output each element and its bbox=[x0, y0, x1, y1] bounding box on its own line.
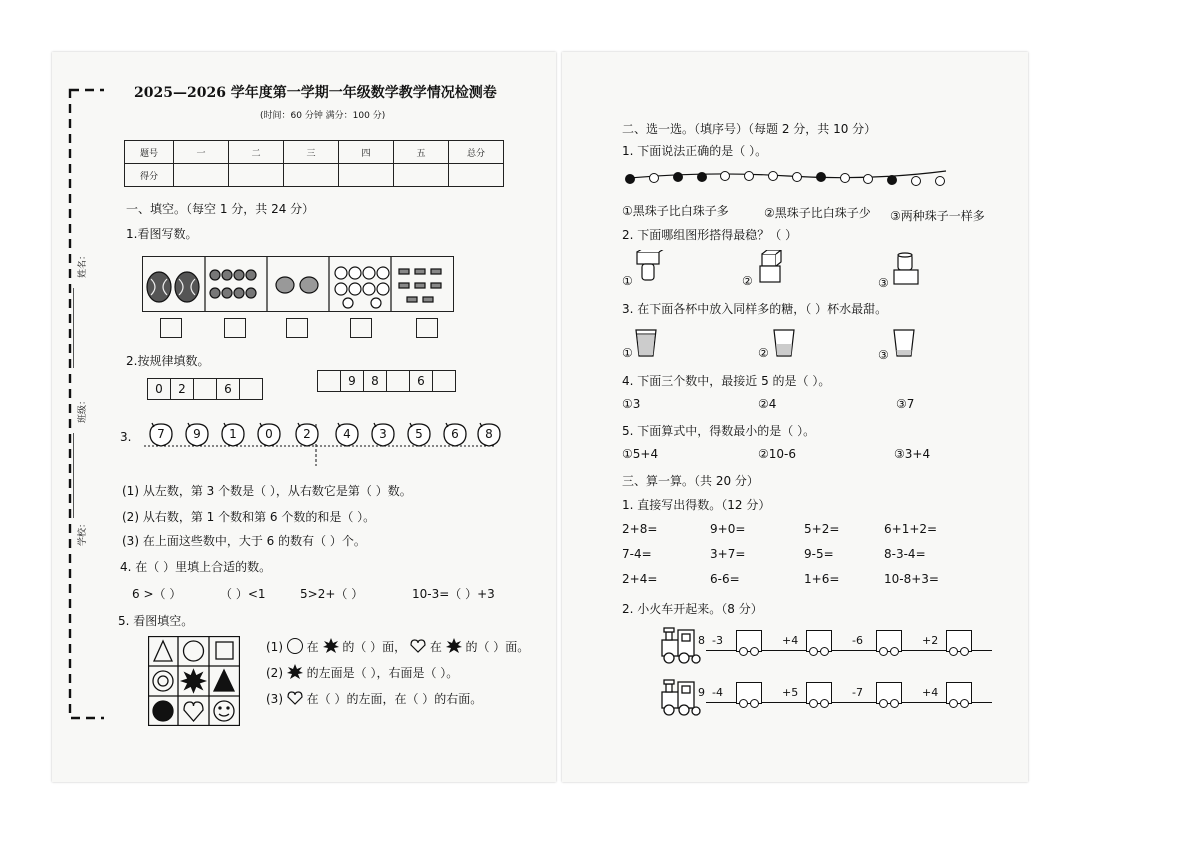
train-operation: +4 bbox=[782, 634, 799, 647]
seq-cell: 8 bbox=[363, 370, 387, 392]
number-leaf-value: 5 bbox=[415, 427, 423, 441]
seq-blank[interactable] bbox=[432, 370, 456, 392]
seq-blank[interactable] bbox=[386, 370, 410, 392]
score-header-cell: 总分 bbox=[449, 141, 504, 164]
q1-5a-text2: 的（ ）面， bbox=[342, 640, 407, 654]
number-leaf bbox=[148, 422, 172, 446]
bead-black bbox=[816, 172, 826, 182]
q1-3b-text: (2) 从右数，第 1 个数和第 6 个数的和是（ ）。 bbox=[122, 510, 376, 524]
score-blank-cell[interactable] bbox=[394, 164, 449, 187]
counting-pictures-art bbox=[143, 257, 453, 311]
train-start-number: 9 bbox=[698, 686, 705, 699]
exam-title: 2025—2026 学年度第一学期一年级数学教学情况检测卷 bbox=[134, 85, 497, 101]
answer-box[interactable] bbox=[160, 318, 182, 338]
q2-2-label: 2. 下面哪组图形搭得最稳？（ ） bbox=[622, 228, 798, 242]
answer-box[interactable] bbox=[286, 318, 308, 338]
q1-5b-text: 的左面是（ ），右面是（ ）。 bbox=[306, 666, 459, 680]
q1-3c-text: (3) 在上面这些数中，大于 6 的数有（ ）个。 bbox=[122, 534, 366, 548]
binding-strip bbox=[54, 88, 104, 720]
train-operation: +5 bbox=[782, 686, 799, 699]
train-wagon-answer[interactable] bbox=[946, 630, 972, 652]
train-operation: -4 bbox=[712, 686, 723, 699]
bead-white bbox=[840, 173, 850, 183]
wagon-wheel bbox=[750, 647, 759, 656]
cup-half-icon bbox=[772, 328, 796, 358]
q1-3a-text: (1) 从左数，第 3 个数是（ ），从右数它是第（ ）数。 bbox=[122, 484, 412, 498]
train-operation: +4 bbox=[922, 686, 939, 699]
left-exam-page bbox=[52, 52, 556, 782]
calc-item: 6+1+2= bbox=[884, 522, 938, 536]
wagon-wheel bbox=[960, 647, 969, 656]
calc-item: 9-5= bbox=[804, 547, 834, 561]
calc-item: 6-6= bbox=[710, 572, 740, 586]
wagon-wheel bbox=[820, 699, 829, 708]
calc-item: 10-8+3= bbox=[884, 572, 939, 586]
pattern-seq-1 bbox=[148, 378, 263, 400]
score-header-cell: 一 bbox=[174, 141, 229, 164]
q1-5b-num: (2) bbox=[266, 666, 283, 680]
number-leaf-value: 6 bbox=[451, 427, 459, 441]
answer-box[interactable] bbox=[416, 318, 438, 338]
wagon-wheel bbox=[750, 699, 759, 708]
bead-white bbox=[768, 171, 778, 181]
seq-cell: 0 bbox=[147, 378, 171, 400]
train-2 bbox=[660, 678, 1000, 718]
score-blank-cell[interactable] bbox=[339, 164, 394, 187]
q1-4-label: 4. 在（ ）里填上合适的数。 bbox=[120, 560, 272, 574]
number-leaf bbox=[220, 422, 244, 446]
q2-1-option: ③两种珠子一样多 bbox=[890, 209, 985, 223]
train-wagon-answer[interactable] bbox=[946, 682, 972, 704]
number-leaf bbox=[406, 422, 430, 446]
number-leaf bbox=[334, 422, 358, 446]
score-header-cell: 五 bbox=[394, 141, 449, 164]
number-leaf bbox=[370, 422, 394, 446]
seq-blank[interactable] bbox=[239, 378, 263, 400]
q2-5-option: ②10-6 bbox=[758, 447, 796, 461]
wagon-wheel bbox=[809, 647, 818, 656]
answer-box[interactable] bbox=[224, 318, 246, 338]
stack-cylinder-on-cube-icon bbox=[892, 252, 922, 286]
q1-4-item: （ ）<1 bbox=[220, 587, 266, 601]
q1-5a-row bbox=[266, 638, 529, 655]
wagon-wheel bbox=[879, 647, 888, 656]
train-wagon-answer[interactable] bbox=[876, 630, 902, 652]
q2-5-option: ③3+4 bbox=[894, 447, 931, 461]
q2-1-option: ②黑珠子比白珠子少 bbox=[764, 206, 871, 220]
stack-cube-on-cylinder-icon bbox=[634, 250, 664, 282]
calc-item: 8-3-4= bbox=[884, 547, 926, 561]
q1-3-label: 3. bbox=[120, 430, 132, 444]
score-header-cell: 三 bbox=[284, 141, 339, 164]
shape-grid-art bbox=[148, 636, 240, 726]
counting-pictures bbox=[142, 256, 454, 312]
wagon-wheel bbox=[809, 699, 818, 708]
train-wagon-answer[interactable] bbox=[736, 682, 762, 704]
school-label: 学校： bbox=[78, 518, 89, 547]
q1-2-label: 2.按规律填数。 bbox=[126, 354, 210, 368]
calc-item: 7-4= bbox=[622, 547, 652, 561]
circle-icon bbox=[287, 638, 303, 654]
bead-white bbox=[911, 176, 921, 186]
wagon-wheel bbox=[949, 699, 958, 708]
bead-white bbox=[792, 172, 802, 182]
score-table bbox=[124, 140, 504, 187]
q2-3-option: ① bbox=[622, 346, 633, 360]
calc-item: 3+7= bbox=[710, 547, 746, 561]
heart-icon bbox=[287, 691, 303, 705]
calc-item: 1+6= bbox=[804, 572, 840, 586]
bead-white bbox=[649, 173, 659, 183]
stack-cube-on-cube-icon bbox=[758, 250, 788, 284]
wagon-wheel bbox=[739, 699, 748, 708]
score-blank-cell[interactable] bbox=[284, 164, 339, 187]
number-leaf-value: 8 bbox=[485, 427, 493, 441]
train-operation: +2 bbox=[922, 634, 939, 647]
score-blank-cell[interactable] bbox=[449, 164, 504, 187]
bead-string bbox=[628, 176, 948, 190]
q1-5a-text1: 在 bbox=[306, 640, 319, 654]
number-leaf-value: 1 bbox=[229, 427, 237, 441]
class-label: 班级： bbox=[78, 395, 89, 424]
cup-full-icon bbox=[634, 328, 658, 358]
star-burst-icon bbox=[287, 664, 303, 680]
calc-item: 2+4= bbox=[622, 572, 658, 586]
q1-5b-row bbox=[266, 664, 458, 681]
q2-4-option: ①3 bbox=[622, 397, 641, 411]
score-blank-cell[interactable] bbox=[229, 164, 284, 187]
seq-cell: 2 bbox=[170, 378, 194, 400]
bead-white bbox=[935, 176, 945, 186]
q1-5c-num: (3) bbox=[266, 692, 283, 706]
calc-item: 2+8= bbox=[622, 522, 658, 536]
q3-2-label: 2. 小火车开起来。（8 分） bbox=[622, 602, 763, 616]
q2-2-option: ② bbox=[742, 274, 753, 288]
score-blank-cell[interactable] bbox=[174, 164, 229, 187]
number-leaf-value: 0 bbox=[265, 427, 273, 441]
q2-3-label: 3. 在下面各杯中放入同样多的糖，（ ）杯水最甜。 bbox=[622, 302, 888, 316]
seq-cell: 6 bbox=[216, 378, 240, 400]
q2-2-option: ③ bbox=[878, 276, 889, 290]
q1-4-item: 10-3=（ ）+3 bbox=[412, 587, 495, 601]
number-leaf bbox=[476, 422, 500, 446]
train-wagon-answer[interactable] bbox=[876, 682, 902, 704]
star-burst-icon bbox=[446, 638, 462, 654]
number-leaf bbox=[442, 422, 466, 446]
q2-1-label: 1. 下面说法正确的是（ ）。 bbox=[622, 144, 768, 158]
number-leaf-value: 4 bbox=[343, 427, 351, 441]
q1-5a-num: (1) bbox=[266, 640, 283, 654]
q3-1-label: 1. 直接写出得数。（12 分） bbox=[622, 498, 771, 512]
number-leaf-value: 9 bbox=[193, 427, 201, 441]
q2-4-option: ③7 bbox=[896, 397, 915, 411]
wagon-wheel bbox=[949, 647, 958, 656]
train-operation: -6 bbox=[852, 634, 863, 647]
wagon-wheel bbox=[890, 647, 899, 656]
q1-5c-text: 在（ ）的左面，在（ ）的右面。 bbox=[306, 692, 483, 706]
shape-grid bbox=[148, 636, 240, 726]
number-leaf-value: 7 bbox=[157, 427, 165, 441]
train-operation: -3 bbox=[712, 634, 723, 647]
cup-low-icon bbox=[892, 328, 916, 358]
train-wagon-answer[interactable] bbox=[736, 630, 762, 652]
q1-5c-row bbox=[266, 690, 482, 707]
seq-cell: 9 bbox=[340, 370, 364, 392]
q2-4-label: 4. 下面三个数中，最接近 5 的是（ ）。 bbox=[622, 374, 831, 388]
q2-2-option: ① bbox=[622, 274, 633, 288]
pattern-seq-2 bbox=[318, 370, 456, 392]
right-exam-page bbox=[562, 52, 1028, 782]
number-leaf-value: 2 bbox=[303, 427, 311, 441]
q2-5-option: ①5+4 bbox=[622, 447, 659, 461]
score-row-label: 得分 bbox=[125, 164, 174, 187]
seq-cell: 6 bbox=[409, 370, 433, 392]
number-leaf-value: 3 bbox=[379, 427, 387, 441]
calc-item: 9+0= bbox=[710, 522, 746, 536]
bead-black bbox=[625, 174, 635, 184]
q2-3-option: ③ bbox=[878, 348, 889, 362]
q2-4-option: ②4 bbox=[758, 397, 777, 411]
wagon-wheel bbox=[890, 699, 899, 708]
score-header-cell: 题号 bbox=[125, 141, 174, 164]
train-wagon-answer[interactable] bbox=[806, 682, 832, 704]
q2-3-option: ② bbox=[758, 346, 769, 360]
calc-item: 5+2= bbox=[804, 522, 840, 536]
number-leaf bbox=[184, 422, 208, 446]
wagon-wheel bbox=[960, 699, 969, 708]
wagon-wheel bbox=[739, 647, 748, 656]
number-leaf bbox=[256, 422, 280, 446]
train-operation: -7 bbox=[852, 686, 863, 699]
q1-5a-text3: 在 bbox=[429, 640, 442, 654]
section2-heading: 二、选一选。（填序号）（每题 2 分，共 10 分） bbox=[622, 122, 877, 136]
bead-black bbox=[673, 172, 683, 182]
q1-5-label: 5. 看图填空。 bbox=[118, 614, 194, 628]
name-line bbox=[73, 288, 74, 368]
q1-4-item: 5>2+（ ） bbox=[300, 587, 364, 601]
train-wagon-answer[interactable] bbox=[806, 630, 832, 652]
star-burst-icon bbox=[323, 638, 339, 654]
q2-5-label: 5. 下面算式中，得数最小的是（ ）。 bbox=[622, 424, 816, 438]
wagon-wheel bbox=[879, 699, 888, 708]
bead-black bbox=[887, 175, 897, 185]
heart-icon bbox=[410, 639, 426, 653]
number-leaves bbox=[144, 422, 494, 472]
seq-blank[interactable] bbox=[193, 378, 217, 400]
answer-box[interactable] bbox=[350, 318, 372, 338]
q1-1-label: 1.看图写数。 bbox=[126, 227, 198, 241]
score-header-cell: 二 bbox=[229, 141, 284, 164]
train-1 bbox=[660, 626, 1000, 666]
score-header-cell: 四 bbox=[339, 141, 394, 164]
train-start-number: 8 bbox=[698, 634, 705, 647]
name-label: 姓名： bbox=[78, 250, 89, 279]
seq-blank[interactable] bbox=[317, 370, 341, 392]
bead-black bbox=[697, 172, 707, 182]
section1-heading: 一、填空。（每空 1 分，共 24 分） bbox=[126, 202, 315, 216]
school-line bbox=[73, 483, 74, 518]
q1-4-item: 6 >（ ） bbox=[132, 587, 182, 601]
number-leaf bbox=[294, 422, 318, 446]
q1-5a-text4: 的（ ）面。 bbox=[465, 640, 530, 654]
wagon-wheel bbox=[820, 647, 829, 656]
exam-subtitle: (时间：60 分钟 满分：100 分) bbox=[260, 111, 386, 121]
q2-1-option: ①黑珠子比白珠子多 bbox=[622, 204, 729, 218]
section3-heading: 三、算一算。（共 20 分） bbox=[622, 474, 759, 488]
